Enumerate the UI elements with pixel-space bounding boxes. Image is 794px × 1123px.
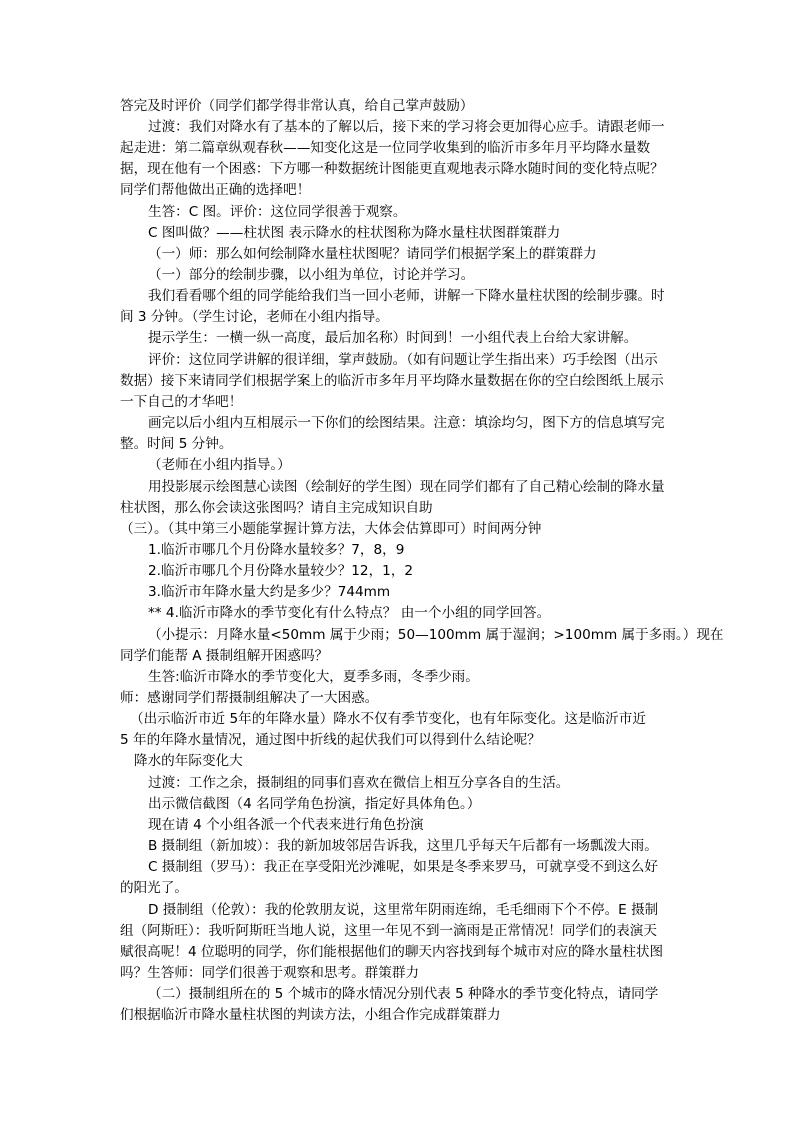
text-line: 间 3 分钟。（学生讨论，老师在小组内指导。: [120, 309, 389, 325]
text-line: 答完及时评价（同学们都学得非常认真，给自己掌声鼓励）: [120, 98, 474, 114]
text-line: D 摄制组（伦敦）：我的伦敦朋友说，这里常年阴雨连绵，毛毛细雨下个不停。E 摄制: [148, 902, 659, 918]
text-line: B 摄制组（新加坡）：我的新加坡邻居告诉我，这里几乎每天午后都有一场瓢泼大雨。: [148, 838, 658, 854]
text-line: （一）部分的绘制步骤，以小组为单位，讨论并学习。: [148, 267, 475, 283]
text-line: 柱状图，那么你会读这张图吗？请自主完成知识自助: [120, 500, 433, 516]
text-line: 过渡：工作之余，摄制组的同事们喜欢在微信上相互分享各自的生活。: [148, 775, 570, 791]
text-line: 5 年的年降水量情况，通过图中折线的起伏我们可以得到什么结论呢？: [120, 732, 541, 748]
text-line: （老师在小组内指导。）: [148, 457, 291, 473]
text-line: 数据）接下来请同学们根据学案上的临沂市多年月平均降水量数据在你的空白绘图纸上展示: [120, 373, 664, 389]
text-line: 降水的年际变化大: [134, 753, 243, 769]
text-line: 3.临沂市年降水量大约是多少？744mm: [148, 584, 391, 600]
text-line: 提示学生：一横一纵一高度，最后加名称）时间到！一小组代表上台给大家讲解。: [148, 330, 638, 346]
text-line: 画完以后小组内互相展示一下你们的绘图结果。注意：填涂均匀，图下方的信息填写完: [148, 415, 665, 431]
text-line: 据，现在他有一个困惑：下方哪一种数据统计图能更直观地表示降水随时间的变化特点呢？: [120, 161, 664, 177]
text-line: 评价：这位同学讲解的很详细，掌声鼓励。（如有问题让学生指出来）巧手绘图（出示: [148, 352, 658, 368]
text-line: 的阳光了。: [120, 880, 188, 896]
text-line: （一）师：那么如何绘制降水量柱状图呢？请同学们根据学案上的群策群力: [148, 246, 597, 262]
text-line: 过渡：我们对降水有了基本的了解以后，接下来的学习将会更加得心应手。请跟老师一: [148, 119, 665, 135]
text-line: C 摄制组（罗马）：我正在享受阳光沙滩呢，如果是冬季来罗马，可就享受不到这么好: [148, 859, 658, 875]
text-line: （二）摄制组所在的 5 个城市的降水情况分别代表 5 种降水的季节变化特点，请同学: [148, 986, 659, 1002]
text-line: ** 4.临沂市降水的季节变化有什么特点？ 由一个小组的同学回答。: [148, 605, 551, 621]
text-line: C 图叫做？——柱状图 表示降水的柱状图称为降水量柱状图群策群力: [148, 225, 561, 241]
text-line: 我们看看哪个组的同学能给我们当一回小老师，讲解一下降水量柱状图的绘制步骤。时: [148, 288, 665, 304]
text-line: （小提示：月降水量<50mm 属于少雨；50—100mm 属于湿润；>100mm 属于多雨。）现在: [148, 627, 724, 643]
text-line: 出示微信截图（4 名同学角色扮演，指定好具体角色。）: [148, 796, 481, 812]
text-line: 用投影展示绘图慧心读图（绘制好的学生图）现在同学们都有了自己精心绘制的降水量: [148, 479, 665, 495]
text-line: 师：感谢同学们帮摄制组解决了一大困惑。: [120, 690, 379, 706]
text-line: 吗？生答师：同学们很善于观察和思考。群策群力: [120, 965, 420, 981]
text-line: 现在请 4 个小组各派一个代表来进行角色扮演: [148, 817, 424, 833]
text-line: 1.临沂市哪几个月份降水量较多？7，8，9: [148, 542, 405, 558]
text-line: 生答：C 图。评价：这位同学很善于观察。: [148, 204, 407, 220]
text-line: 们根据临沂市降水量柱状图的判读方法，小组合作完成群策群力: [120, 1007, 501, 1023]
text-line: 同学们帮他做出正确的选择吧！: [120, 182, 311, 198]
text-line: 整。时间 5 分钟。: [120, 436, 233, 452]
text-line: 一下自己的才华吧！: [120, 394, 243, 410]
text-line: （三）。（其中第三小题能掌握计算方法，大体会估算即可）时间两分钟: [120, 521, 542, 537]
text-line: 赋很高呢！4 位聪明的同学，你们能根据他们的聊天内容找到每个城市对应的降水量柱状图: [120, 944, 664, 960]
text-line: 2.临沂市哪几个月份降水量较少？12，1，2: [148, 563, 414, 579]
text-line: 起走进：第二篇章纵观春秋——知变化这是一位同学收集到的临沂市多年月平均降水量数: [120, 140, 651, 156]
text-line: （出示临沂市近 5年的年降水量）降水不仅有季节变化，也有年际变化。这是临沂市近: [130, 711, 646, 727]
text-line: 组（阿斯旺）：我听阿斯旺当地人说，这里一年见不到一滴雨是正常情况！同学们的表演天: [120, 923, 657, 939]
text-line: 同学们能帮 A 摄制组解开困惑吗？: [120, 648, 329, 664]
text-line: 生答:临沂市降水的季节变化大，夏季多雨，冬季少雨。: [148, 669, 479, 685]
